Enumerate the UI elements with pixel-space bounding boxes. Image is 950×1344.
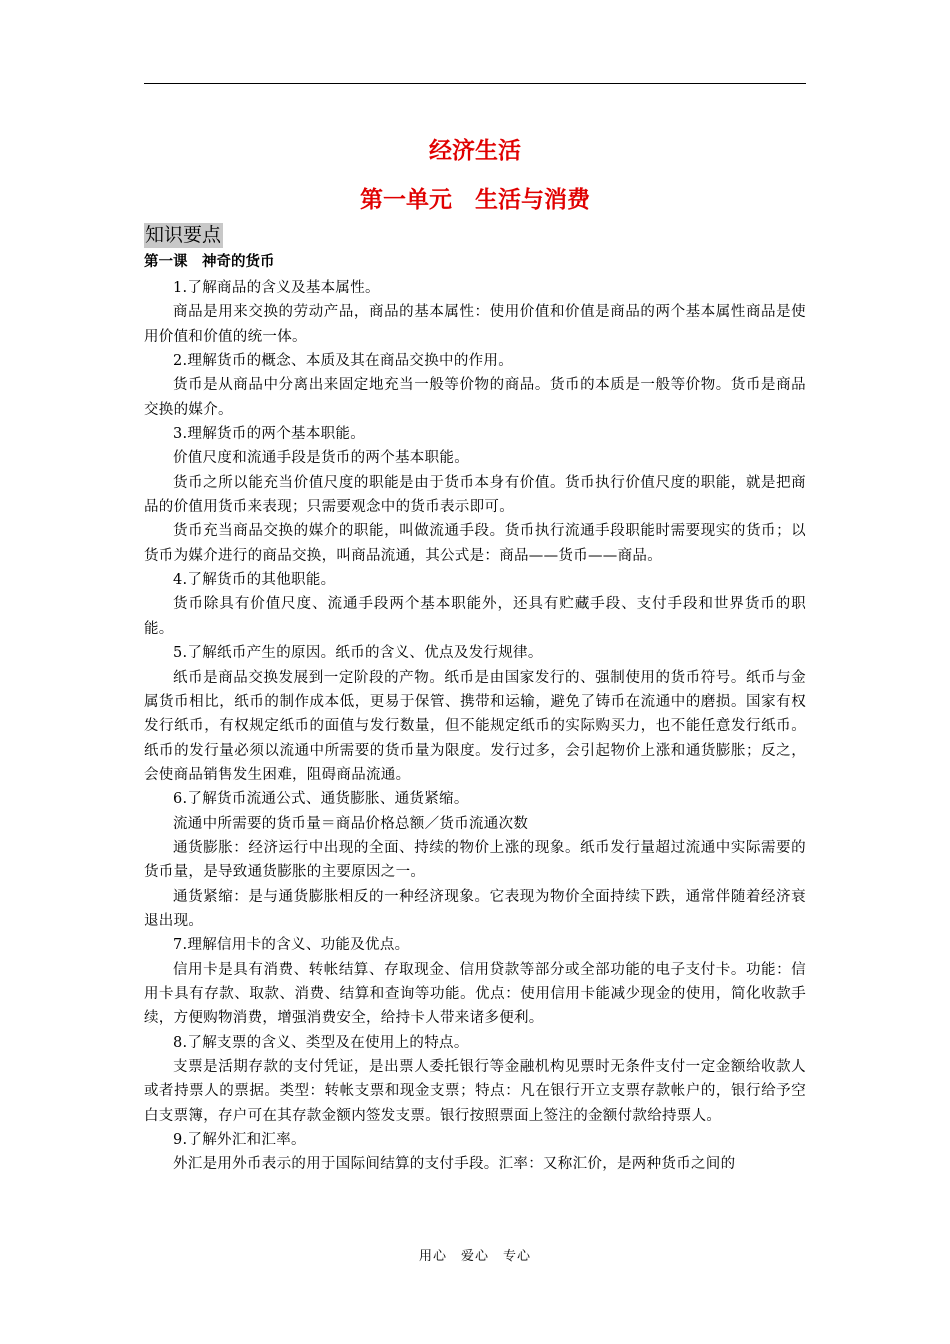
paragraph: 1.了解商品的含义及基本属性。 xyxy=(173,280,380,296)
paragraph: 3.理解货币的两个基本职能。 xyxy=(173,426,366,443)
paragraph: 9.了解外汇和汇率。 xyxy=(173,1132,306,1149)
paragraph: 2.理解货币的概念、本质及其在商品交换中的作用。 xyxy=(173,353,514,370)
body-text xyxy=(144,276,806,1177)
page-footer: 用心 爱心 专心 xyxy=(418,1249,531,1264)
paragraph: 8.了解支票的含义、类型及在使用上的特点。 xyxy=(173,1034,469,1051)
paragraph: 6.了解货币流通公式、通货膨胀、通货紧缩。 xyxy=(173,791,469,808)
paragraph: 外汇是用外币表示的用于国际间结算的支付手段。汇率：又称汇价，是两种货币之间的 xyxy=(173,1156,736,1173)
paragraph: 信用卡是具有消费、转帐结算、存取现金、信用贷款等部分或全部功能的电子支付卡。功能：信用卡具有存款、取款、消费、结算和查询等功能。优点：使用信用卡能减少现金的使用，简化收款手续，方便购物消费，增强消费安全，给持卡人带来诸多便利。 xyxy=(144,961,806,1027)
paragraph: 5.了解纸币产生的原因。纸币的含义、优点及发行规律。 xyxy=(173,645,543,662)
document-title: 经济生活 xyxy=(429,137,521,164)
paragraph: 货币充当商品交换的媒介的职能，叫做流通手段。货币执行流通手段职能时需要现实的货币；以货币为媒介进行的商品交换，叫商品流通，其公式是：商品——货币——商品。 xyxy=(144,523,806,564)
paragraph: 流通中所需要的货币量＝商品价格总额／货币流通次数 xyxy=(173,815,529,832)
lesson-title: 第一课 神奇的货币 xyxy=(144,253,275,270)
paragraph: 支票是活期存款的支付凭证，是出票人委托银行等金融机构见票时无条件支付一定金额给收款人或者持票人的票据。类型：转帐支票和现金支票；特点：凡在银行开立支票存款帐户的，银行给予空白支票簿，存户可在其存款金额内签发支票。银行按照票面上签注的金额付款给持票人。 xyxy=(144,1059,806,1124)
header-rule xyxy=(144,83,806,84)
paragraph: 价值尺度和流通手段是货币的两个基本职能。 xyxy=(173,450,469,467)
unit-title: 第一单元 生活与消费 xyxy=(360,186,590,213)
paragraph: 纸币是商品交换发展到一定阶段的产物。纸币是由国家发行的、强制使用的货币符号。纸币与金属货币相比，纸币的制作成本低，更易于保管、携带和运输，避免了铸币在流通中的磨损。国家有权发行纸币，有权规定纸币的面值与发行数量，但不能规定纸币的实际购买力，也不能任意发行纸币。纸币的发行量必须以流通中所需要的货币量为限度。发行过多，会引起物价上涨和通货膨胀；反之，会使商品销售发生困难，阻碍商品流通。 xyxy=(144,669,806,783)
paragraph: 4.了解货币的其他职能。 xyxy=(173,572,336,589)
paragraph: 货币之所以能充当价值尺度的职能是由于货币本身有价值。货币执行价值尺度的职能，就是把商品的价值用货币来表现；只需要观念中的货币表示即可。 xyxy=(144,474,806,516)
paragraph: 通货紧缩：是与通货膨胀相反的一种经济现象。它表现为物价全面持续下跌，通常伴随着经济衰退出现。 xyxy=(144,888,806,929)
paragraph: 7.理解信用卡的含义、功能及优点。 xyxy=(173,937,410,954)
section-label: 知识要点 xyxy=(145,224,222,246)
paragraph: 货币是从商品中分离出来固定地充当一般等价物的商品。货币的本质是一般等价物。货币是商品交换的媒介。 xyxy=(144,377,806,418)
paragraph: 商品是用来交换的劳动产品，商品的基本属性：使用价值和价值是商品的两个基本属性商品是使用价值和价值的统一体。 xyxy=(144,304,806,345)
paragraph: 货币除具有价值尺度、流通手段两个基本职能外，还具有贮藏手段、支付手段和世界货币的职能。 xyxy=(144,596,806,637)
paragraph: 通货膨胀：经济运行中出现的全面、持续的物价上涨的现象。纸币发行量超过流通中实际需要的货币量，是导致通货膨胀的主要原因之一。 xyxy=(144,839,806,881)
